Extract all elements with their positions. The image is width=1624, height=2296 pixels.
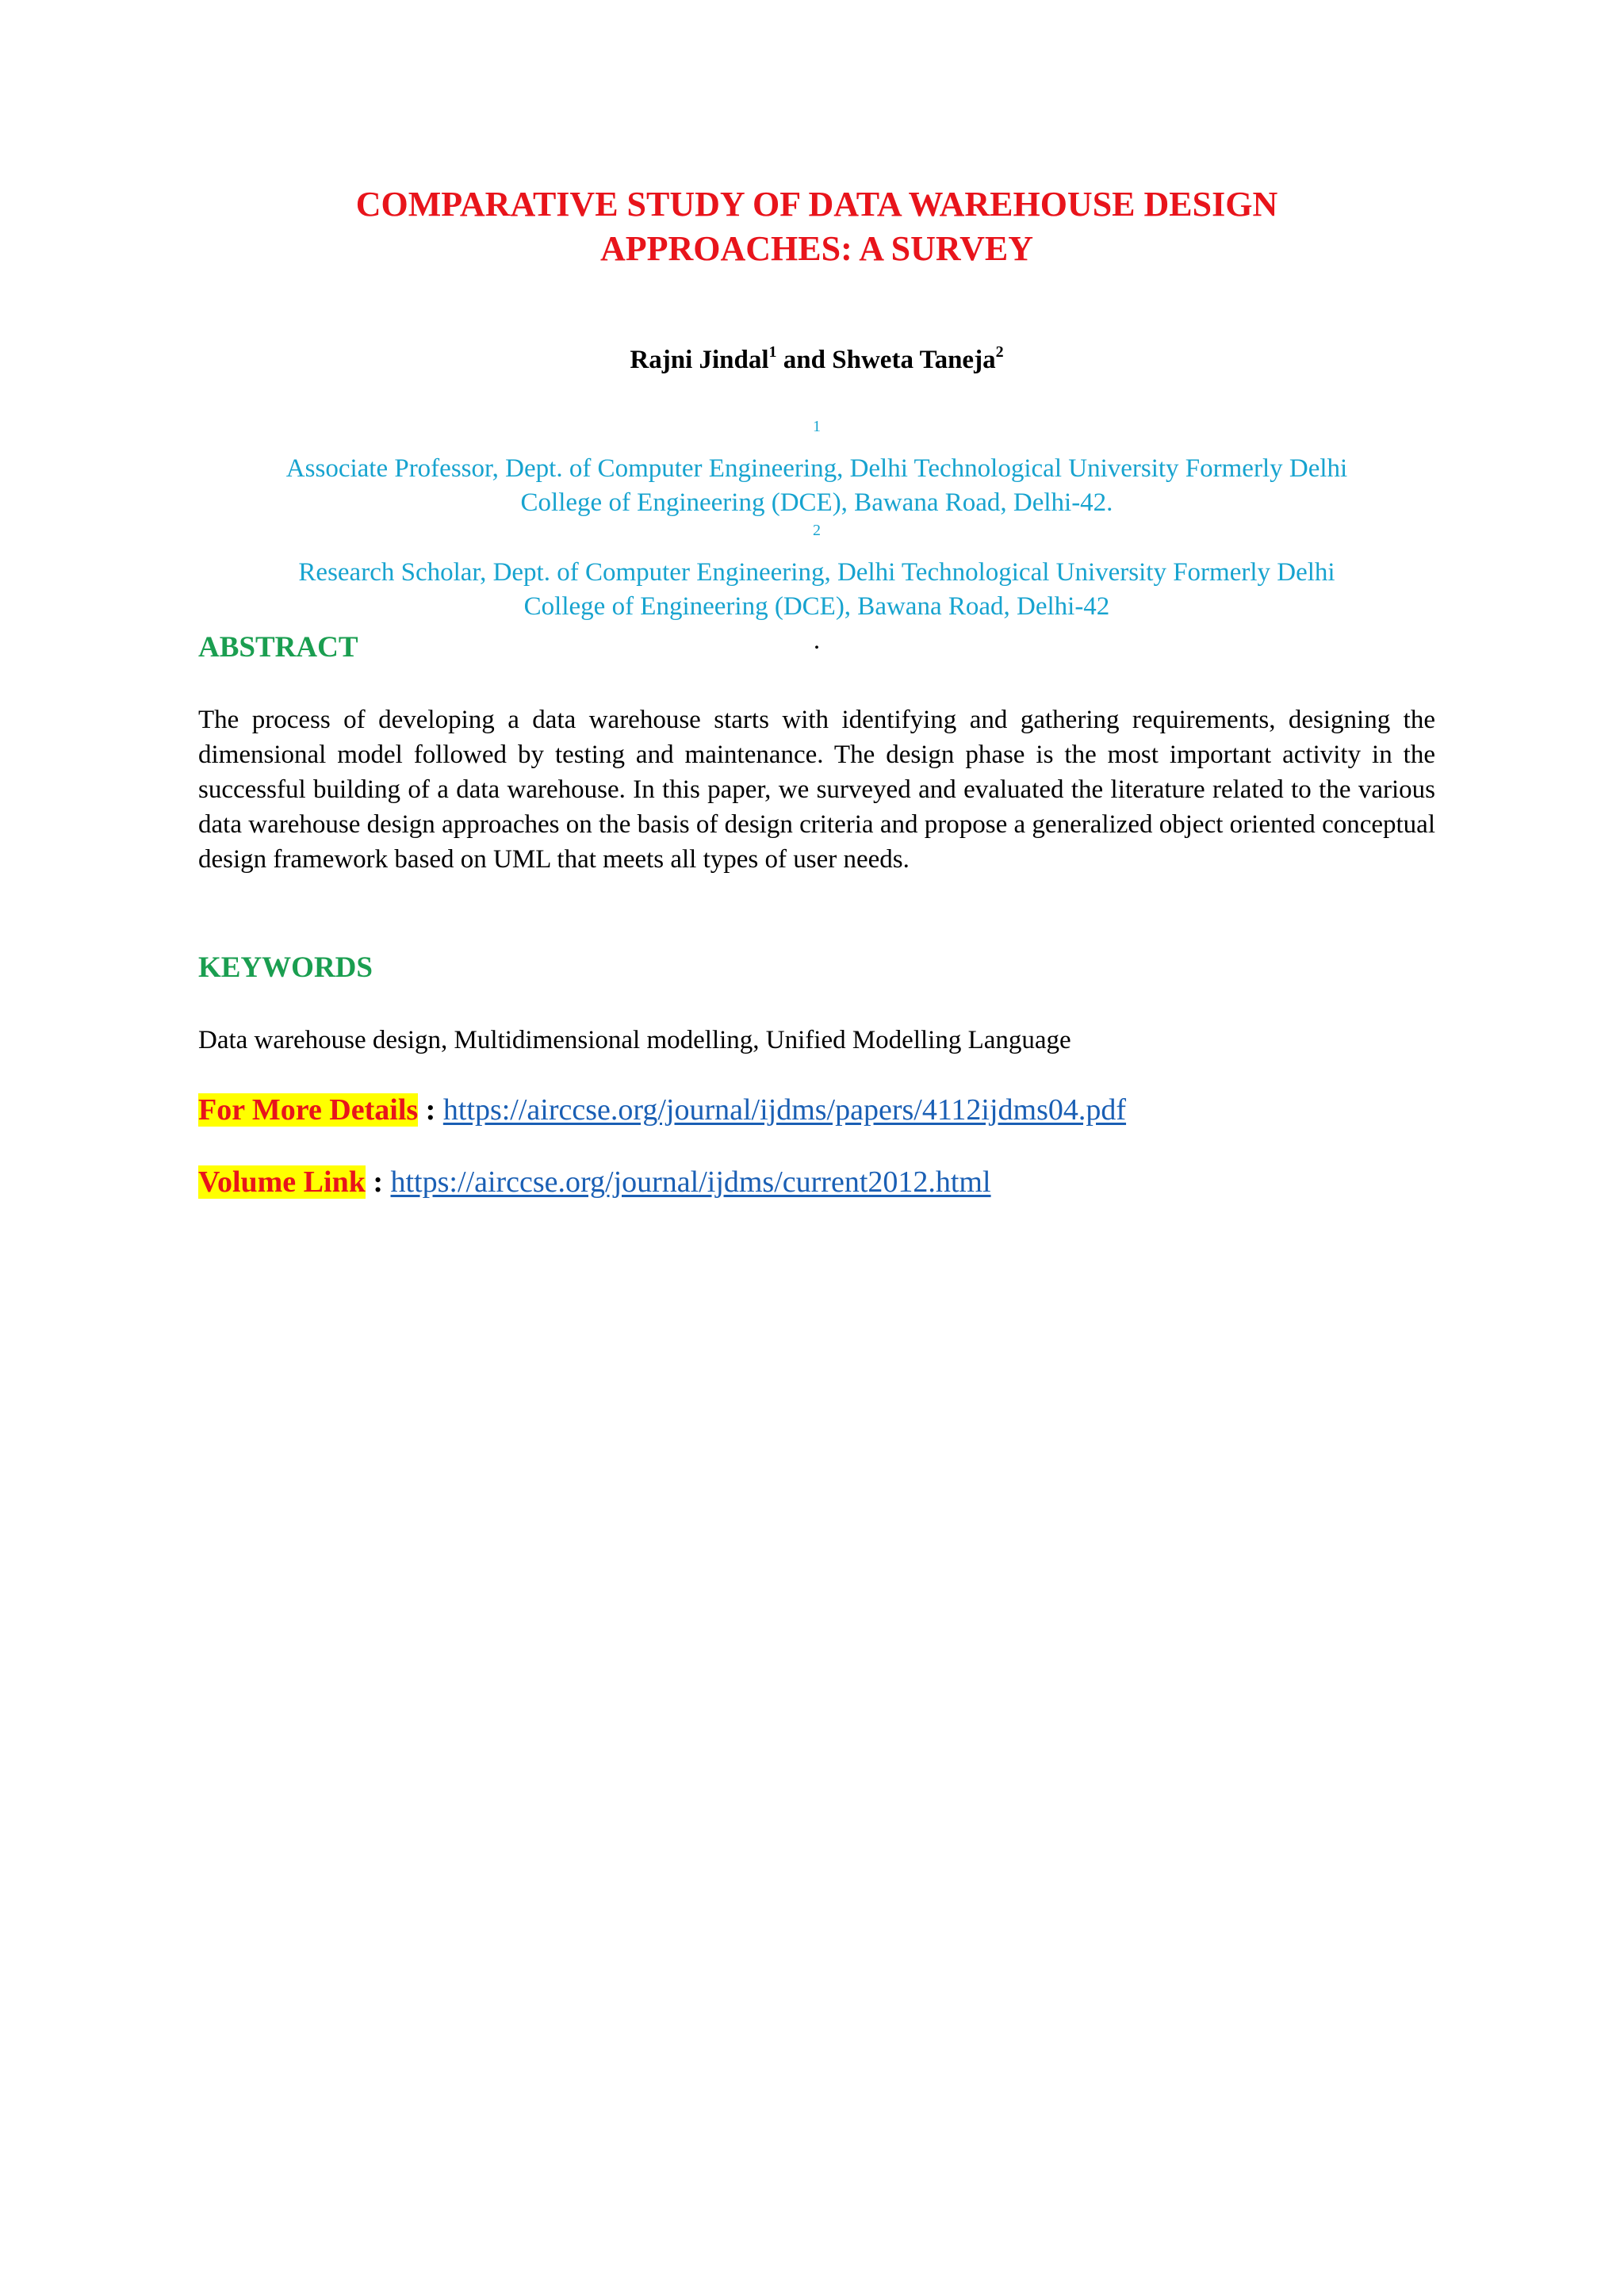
author-2-affiliation-mark: 2 (995, 343, 1004, 361)
affiliation-1-mark: 1 (813, 418, 821, 435)
more-details-label: For More Details (198, 1093, 419, 1127)
affiliation-2-line-2 (198, 590, 1435, 658)
affiliation-1-text-1: Associate Professor, Dept. of Computer Engineering, Delhi Technological University Formerly Delhi (285, 454, 1348, 483)
volume-link-line (198, 1162, 991, 1202)
keywords-heading: KEYWORDS (198, 951, 373, 984)
volume-link-separator: : (365, 1165, 391, 1199)
paper-title-line-1: COMPARATIVE STUDY OF DATA WAREHOUSE DESIGN (355, 185, 1278, 224)
abstract-text: The process of developing a data warehouse starts with identifying and gathering requirements, designing the dimensional model followed by testing and maintenance. The design phase is the most important activity in the successful building of a data warehouse. In this paper, we surveyed and evaluated the literature related to the various data warehouse design approaches on the basis of design criteria and propose a generalized object oriented conceptual design framework based on UML that meets all types of user needs. (198, 706, 1435, 874)
affiliation-2-text-2: College of Engineering (DCE), Bawana Road, Delhi-42 (523, 592, 1110, 621)
more-details-line (198, 1090, 1126, 1130)
affiliation-2 (198, 522, 1435, 658)
author-list (198, 342, 1435, 377)
affiliation-2-mark: 2 (813, 522, 821, 539)
volume-link-label: Volume Link (198, 1165, 366, 1199)
author-separator: and (776, 346, 833, 374)
affiliation-2-text-1: Research Scholar, Dept. of Computer Engineering, Delhi Technological University Formerly Delhi (298, 558, 1335, 587)
volume-link[interactable]: https://airccse.org/journal/ijdms/current2012.html (390, 1165, 991, 1199)
affiliation-1-line-1 (198, 418, 1435, 486)
affiliation-1 (198, 418, 1435, 520)
paper-title-line-2: APPROACHES: A SURVEY (599, 229, 1034, 268)
affiliation-2-period: . (813, 626, 821, 655)
abstract-heading: ABSTRACT (198, 631, 358, 664)
affiliation-1-line-2: College of Engineering (DCE), Bawana Road, Delhi-42. (520, 488, 1113, 517)
author-1-affiliation-mark: 1 (768, 343, 777, 361)
keywords-text: Data warehouse design, Multidimensional modelling, Unified Modelling Language (198, 1026, 1071, 1054)
affiliation-2-line-1 (198, 522, 1435, 590)
more-details-link[interactable]: https://airccse.org/journal/ijdms/papers/4112ijdms04.pdf (442, 1093, 1127, 1127)
author-1-name: Rajni Jindal (630, 346, 769, 374)
more-details-separator: : (418, 1093, 443, 1127)
paper-title (198, 182, 1435, 271)
author-2-name: Shweta Taneja (832, 346, 996, 374)
